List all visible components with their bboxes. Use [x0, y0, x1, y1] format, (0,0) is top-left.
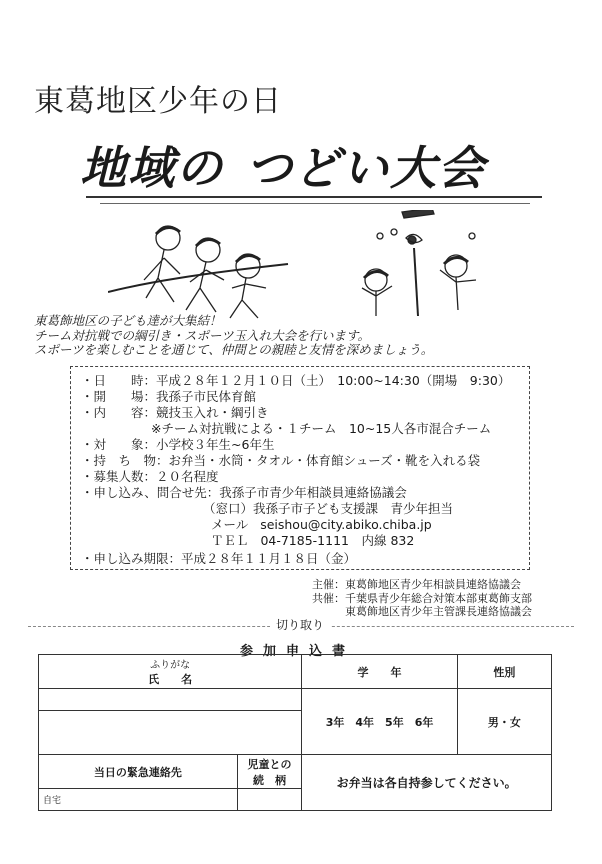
grade-options[interactable]: 3年 4年 5年 6年 — [302, 689, 458, 755]
capacity-value: ２０名程度 — [156, 469, 219, 484]
date-label: ・日 時： — [81, 373, 157, 388]
tel-value: 04-7185-1111 内線 832 — [260, 533, 415, 548]
event-subtitle: 東葛地区少年の日 — [34, 84, 282, 119]
furigana-label: ふりがな — [150, 660, 191, 671]
tug-of-war-illustration — [108, 222, 298, 322]
title-part-1: 地域の — [80, 141, 224, 195]
emergency-contact-label: 当日の緊急連絡先 — [39, 755, 238, 789]
intro-line: スポーツを楽しむことを通じて、仲間との親睦と友情を深めましょう。 — [34, 342, 434, 357]
contact-label: ・申し込み、問合せ先： — [81, 485, 220, 500]
organizer-cohost-2: 東葛飾地区青少年主管課長連絡協議会 — [345, 605, 532, 618]
title-underline — [86, 196, 542, 198]
info-window: （窓口）我孫子市子ども支援課 青少年担当 — [203, 501, 454, 516]
host-value: 東葛飾地区青少年相談員連絡協議会 — [345, 578, 521, 591]
event-title — [80, 132, 486, 198]
home-phone-field[interactable] — [39, 789, 238, 811]
lunch-note: お弁当は各自持参してください。 — [302, 755, 552, 811]
name-label: 氏 名 — [148, 673, 193, 686]
name-header-cell — [39, 655, 302, 689]
content-label: ・内 容： — [81, 405, 157, 420]
application-form — [38, 654, 552, 811]
relation-label — [237, 755, 302, 789]
date-value: 平成２８年１２月１０日（土） 10:00~14:30（開場 9:30） — [156, 373, 511, 388]
email-label: メール — [211, 517, 249, 532]
title-part-2: つどい大会 — [246, 141, 486, 195]
cohost-value-1: 千葉県青少年総合対策本部東葛飾支部 — [345, 592, 532, 605]
tel-label: ＴＥＬ — [211, 533, 249, 548]
intro-text — [34, 314, 433, 358]
cut-label: 切り取り — [270, 616, 330, 633]
relation-label-line-1: 児童との — [247, 757, 292, 771]
info-content-note: ※チーム対抗戦による・１チーム 10~15人各市混合チーム — [151, 421, 492, 436]
gender-options[interactable]: 男・女 — [457, 689, 551, 755]
venue-value: 我孫子市民体育館 — [156, 389, 257, 404]
capacity-label: ・募集人数： — [81, 469, 157, 484]
host-label: 主催： — [312, 578, 345, 591]
grade-label: 学 年 — [302, 655, 458, 689]
relation-label-line-2: 続 柄 — [253, 773, 287, 787]
content-value: 競技玉入れ・綱引き — [156, 405, 269, 420]
gender-label: 性別 — [457, 655, 551, 689]
info-tel — [211, 531, 414, 549]
info-deadline — [81, 549, 356, 567]
target-value: 小学校３年生~6年生 — [156, 437, 275, 452]
furigana-field[interactable] — [39, 689, 302, 711]
contact-value: 我孫子市青少年相談員連絡協議会 — [219, 485, 407, 500]
target-label: ・対 象： — [81, 437, 157, 452]
email-link[interactable]: seishou@city.abiko.chiba.jp — [260, 517, 432, 532]
name-field[interactable] — [39, 711, 302, 755]
deadline-value: 平成２８年１１月１８日（金） — [181, 551, 357, 566]
items-value: お弁当・水筒・タオル・体育館シューズ・靴を入れる袋 — [168, 453, 481, 468]
intro-line: 東葛飾地区の子ども達が大集結！ — [34, 313, 222, 328]
items-label: ・持 ち 物： — [81, 453, 169, 468]
intro-line: チーム対抗戦での綱引き・スポーツ玉入れ大会を行います。 — [34, 327, 371, 343]
title-underline-thin — [100, 203, 530, 204]
form-title: 参加申込書 — [240, 644, 356, 659]
home-label: 自宅 — [43, 796, 62, 806]
cohost-label: 共催： — [312, 592, 345, 605]
event-info-box — [70, 366, 530, 570]
venue-label: ・開 場： — [81, 389, 157, 404]
relation-field[interactable] — [237, 789, 302, 811]
deadline-label: ・申し込み期限： — [81, 551, 182, 566]
ball-toss-illustration — [352, 210, 502, 320]
